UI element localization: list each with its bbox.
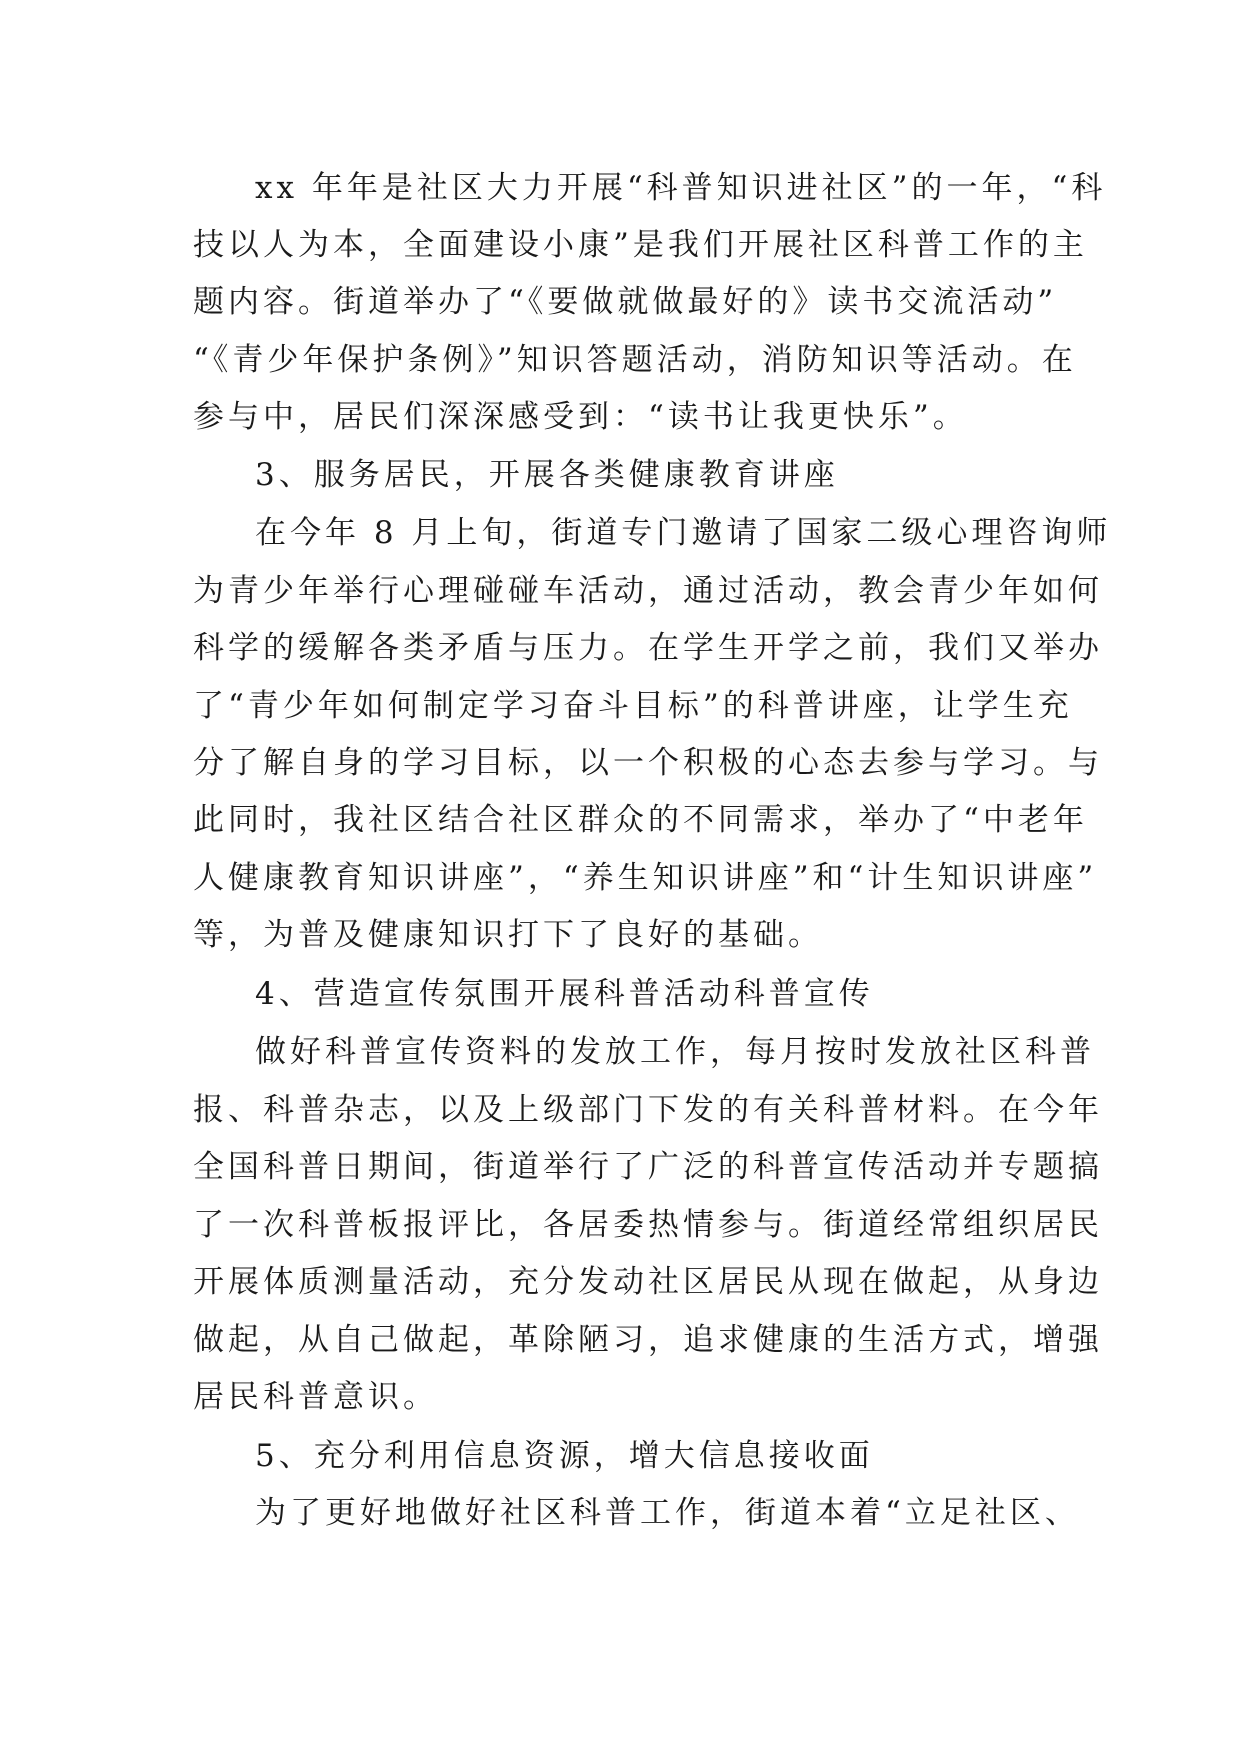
text-line: 为青少年举行心理碰碰车活动，通过活动，教会青少年如何 <box>193 573 1103 609</box>
text-line: 等，为普及健康知识打下了良好的基础。 <box>193 917 823 953</box>
text-line: 做起，从自己做起，革除陋习，追求健康的生活方式，增强 <box>193 1322 1103 1358</box>
text-line: 科学的缓解各类矛盾与压力。在学生开学之前，我们又举办 <box>193 630 1103 666</box>
text-line: 居民科普意识。 <box>193 1379 438 1415</box>
text-line: 全国科普日期间，街道举行了广泛的科普宣传活动并专题搞 <box>193 1149 1103 1185</box>
section-heading: 3、服务居民，开展各类健康教育讲座 <box>255 457 839 493</box>
text-line: 此同时，我社区结合社区群众的不同需求，举办了“中老年 <box>193 802 1088 838</box>
text-line: 分了解自身的学习目标，以一个积极的心态去参与学习。与 <box>193 745 1103 781</box>
text-line: 做好科普宣传资料的发放工作，每月按时发放社区科普 <box>255 1034 1095 1070</box>
text-line: 为了更好地做好社区科普工作，街道本着“立足社区、 <box>255 1495 1080 1531</box>
text-line: 在今年 8 月上旬，街道专门邀请了国家二级心理咨询师 <box>255 515 1112 551</box>
text-line: 参与中，居民们深深感受到：“读书让我更快乐”。 <box>193 399 968 435</box>
text-line: 人健康教育知识讲座”，“养生知识讲座”和“计生知识讲座” <box>193 860 1098 896</box>
text-line: 了一次科普板报评比，各居委热情参与。街道经常组织居民 <box>193 1207 1103 1243</box>
text-line: 报、科普杂志，以及上级部门下发的有关科普材料。在今年 <box>193 1092 1103 1128</box>
text-line: 了“青少年如何制定学习奋斗目标”的科普讲座，让学生充 <box>193 688 1073 724</box>
text-line: 技以人为本，全面建设小康”是我们开展社区科普工作的主 <box>193 227 1088 263</box>
section-heading: 5、充分利用信息资源，增大信息接收面 <box>255 1438 874 1474</box>
text-line: 题内容。街道举办了“《要做就做最好的》读书交流活动” <box>193 284 1058 320</box>
text-line: xx 年年是社区大力开展“科普知识进社区”的一年，“科 <box>255 170 1107 206</box>
section-heading: 4、营造宣传氛围开展科普活动科普宣传 <box>255 976 874 1012</box>
text-line: 开展体质测量活动，充分发动社区居民从现在做起，从身边 <box>193 1264 1103 1300</box>
text-line: “《青少年保护条例》”知识答题活动，消防知识等活动。在 <box>193 342 1077 378</box>
